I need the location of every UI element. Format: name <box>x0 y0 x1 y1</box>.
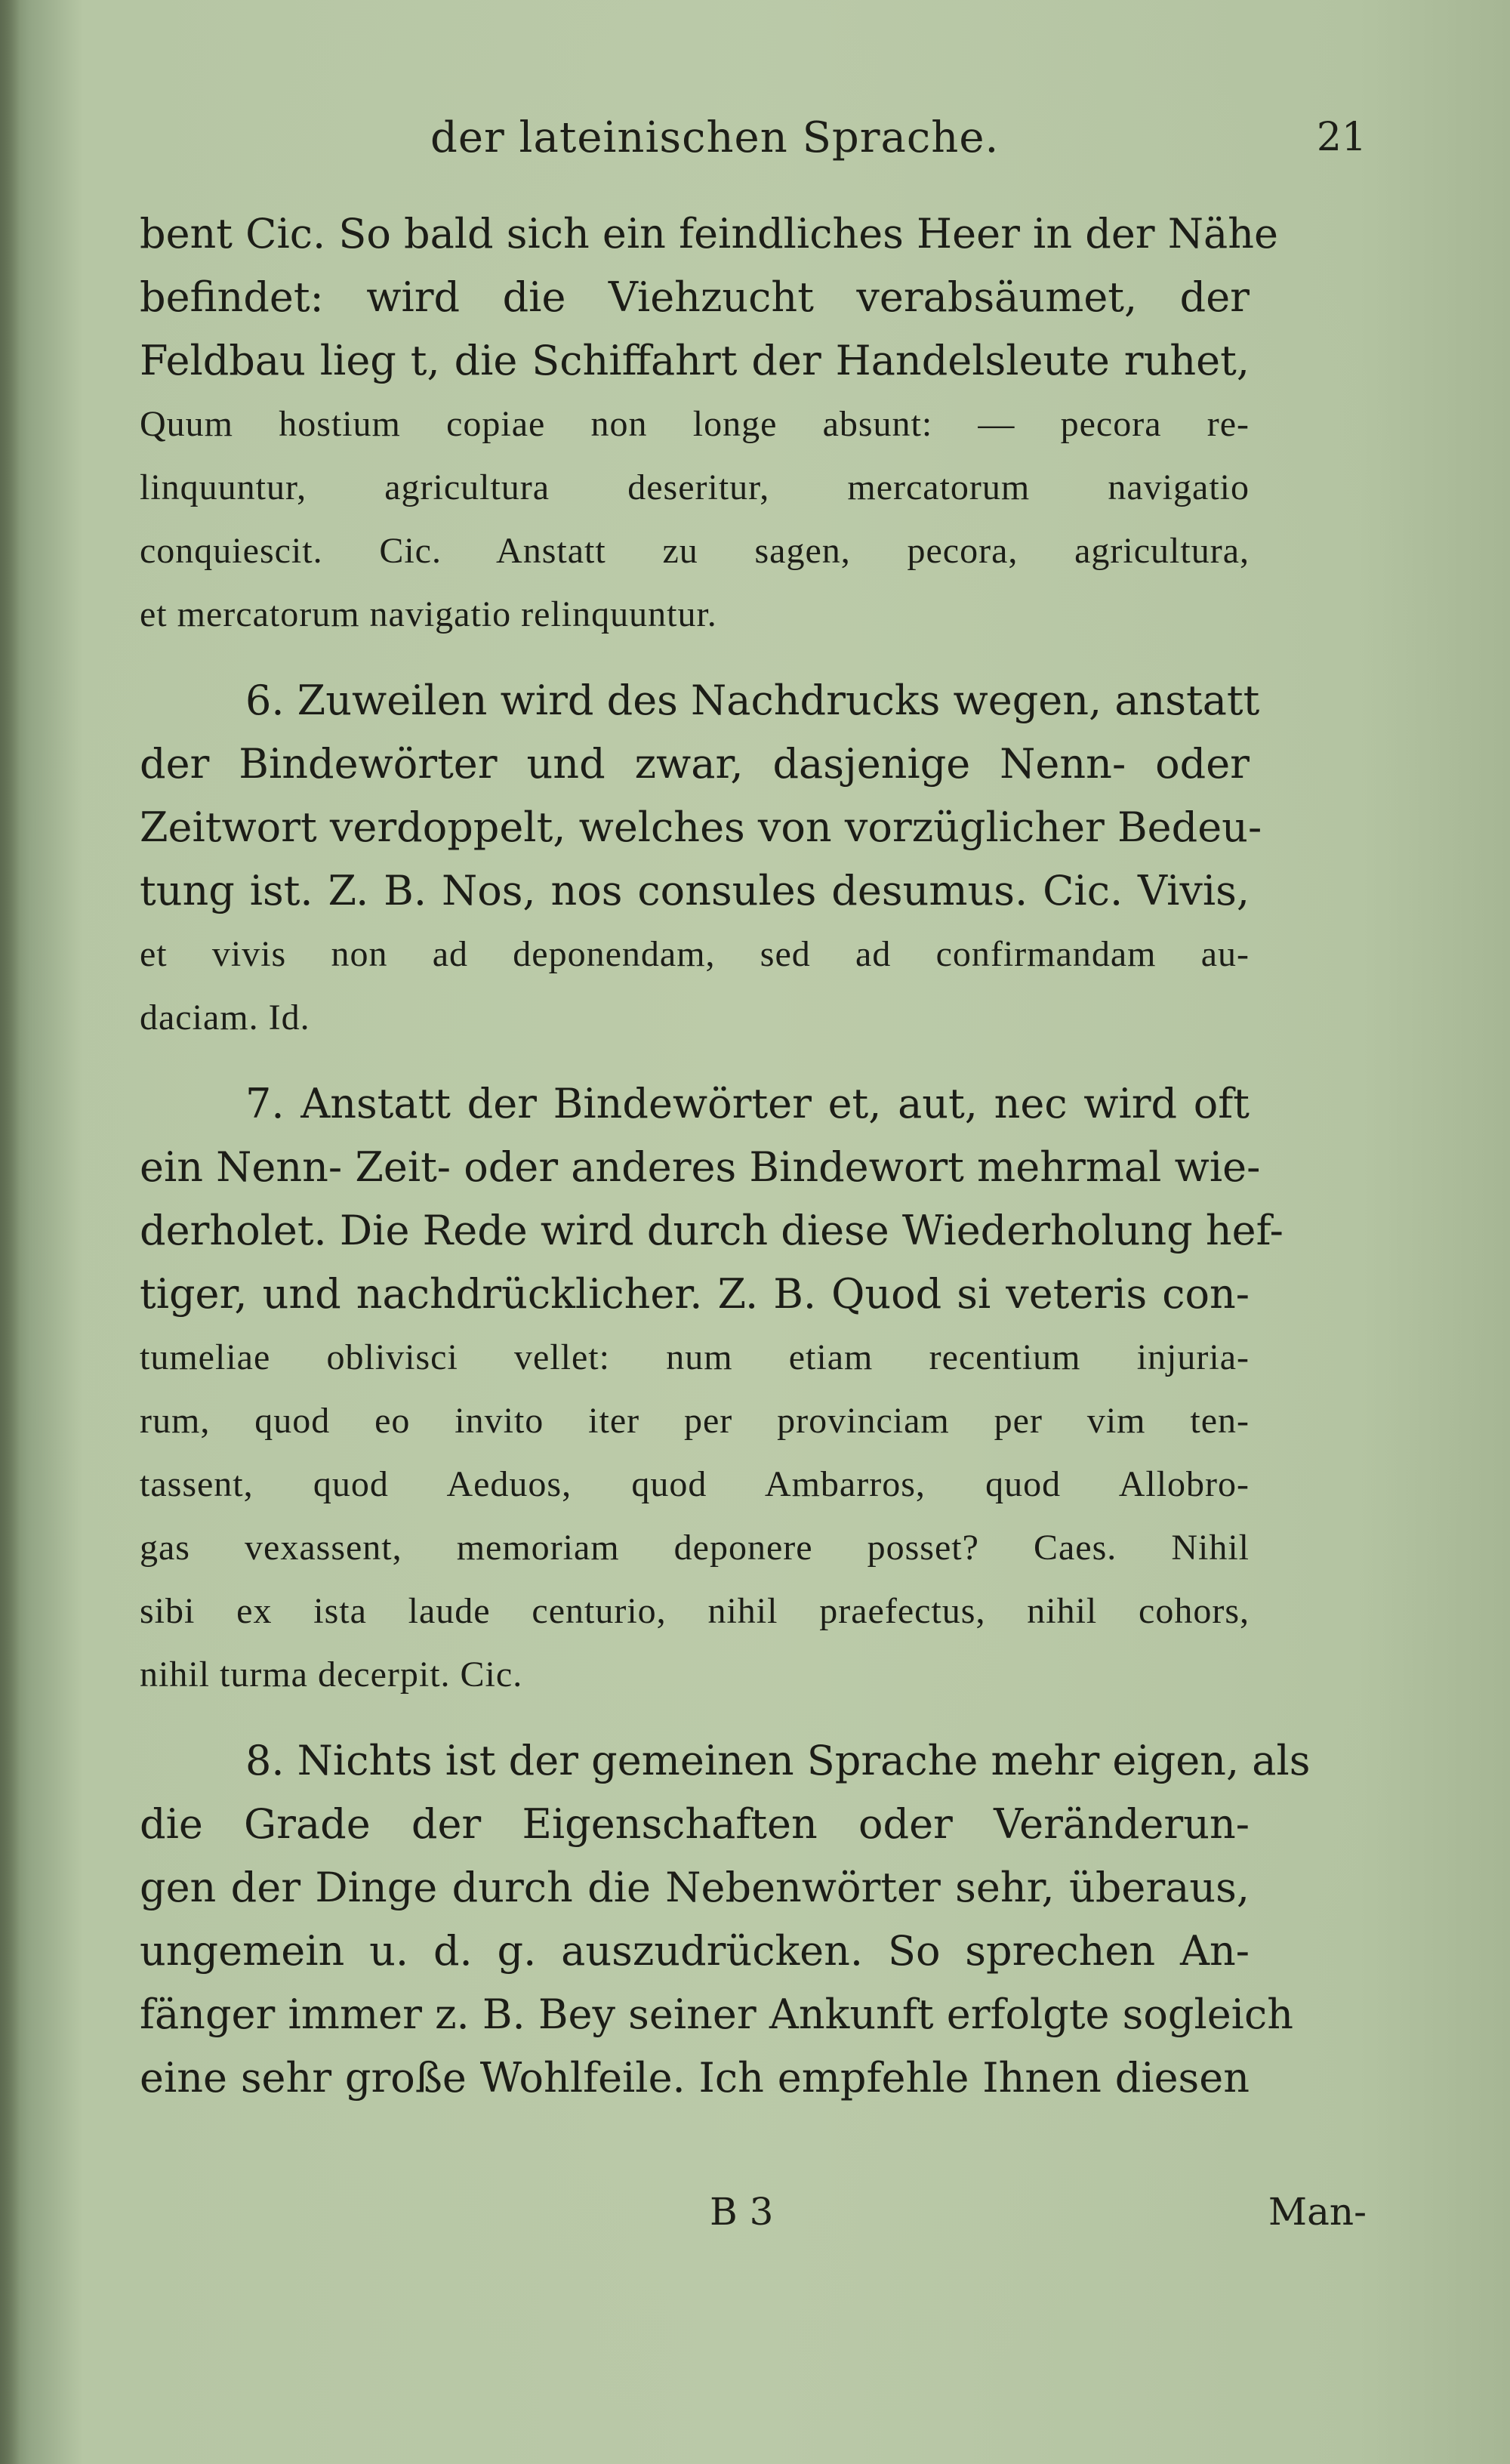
page-footer <box>136 2190 1367 2243</box>
body-text <box>140 202 1311 2110</box>
text-line: conquiescit. Cic. Anstatt zu sagen, pecora, agricultura, <box>140 531 1250 571</box>
text-line: ungemein u. d. g. auszudrücken. So sprechen An- <box>140 1927 1250 1975</box>
paragraph-gap <box>140 646 1250 669</box>
text-line: Feldbau lieg t, die Schiffahrt der Handelsleute ruhet, <box>140 337 1250 384</box>
text-line: der Bindewörter und zwar, dasjenige Nenn- oder <box>140 740 1250 788</box>
text-line: linquuntur, agricultura deseritur, mercatorum navigatio <box>140 467 1250 507</box>
text-line: gas vexassent, memoriam deponere posset? Caes. Nihil <box>140 1528 1250 1568</box>
text-line: fänger immer z. B. Bey seiner Ankunft erfolgte sogleich <box>140 1991 1293 2038</box>
text-line: et vivis non ad deponendam, sed ad confirmandam au- <box>140 934 1250 974</box>
text-line: derholet. Die Rede wird durch diese Wiederholung hef- <box>140 1207 1284 1254</box>
text-line: nihil turma decerpit. Cic. <box>140 1654 523 1695</box>
text-line: Quum hostium copiae non longe absunt: — pecora re- <box>140 404 1250 444</box>
text-line: ein Nenn- Zeit- oder anderes Bindewort mehrmal wie- <box>140 1143 1261 1191</box>
text-line: 6. Zuweilen wird des Nachdrucks wegen, anstatt <box>245 677 1260 724</box>
text-line: gen der Dinge durch die Nebenwörter sehr, überaus, <box>140 1864 1250 1911</box>
printer-signature: B 3 <box>710 2190 774 2234</box>
text-line: tumeliae oblivisci vellet: num etiam recentium injuria- <box>140 1337 1250 1377</box>
text-line: 8. Nichts ist der gemeinen Sprache mehr eigen, als <box>245 1737 1311 1784</box>
text-line: bent Cic. So bald sich ein feindliches Heer in der Nähe <box>140 210 1278 258</box>
text-line: tiger, und nachdrücklicher. Z. B. Quod si veteris con- <box>140 1270 1250 1318</box>
text-line: die Grade der Eigenschaften oder Veränderun- <box>140 1800 1250 1848</box>
paragraph-gap <box>140 1050 1250 1072</box>
text-line: Zeitwort verdoppelt, welches von vorzüglicher Bedeu- <box>140 803 1262 851</box>
text-line: eine sehr große Wohlfeile. Ich empfehle Ihnen diesen <box>140 2054 1250 2102</box>
text-line: rum, quod eo invito iter per provinciam per vim ten- <box>140 1401 1250 1441</box>
text-line: befindet: wird die Viehzucht verabsäumet, der <box>140 273 1250 321</box>
text-line: tung ist. Z. B. Nos, nos consules desumus. Cic. Vivis, <box>140 867 1250 914</box>
paragraph-gap <box>140 1707 1250 1729</box>
page-header <box>136 113 1367 166</box>
text-line: et mercatorum navigatio relinquuntur. <box>140 594 717 634</box>
text-line: daciam. Id. <box>140 998 310 1038</box>
text-line: 7. Anstatt der Bindewörter et, aut, nec wird oft <box>245 1080 1250 1127</box>
text-line: sibi ex ista laude centurio, nihil praefectus, nihil cohors, <box>140 1591 1250 1631</box>
text-line: tassent, quod Aeduos, quod Ambarros, quod Allobro- <box>140 1464 1250 1504</box>
page-number: 21 <box>1316 115 1367 160</box>
running-title: der lateinischen Sprache. <box>430 113 1000 162</box>
catchword: Man- <box>1268 2190 1367 2234</box>
